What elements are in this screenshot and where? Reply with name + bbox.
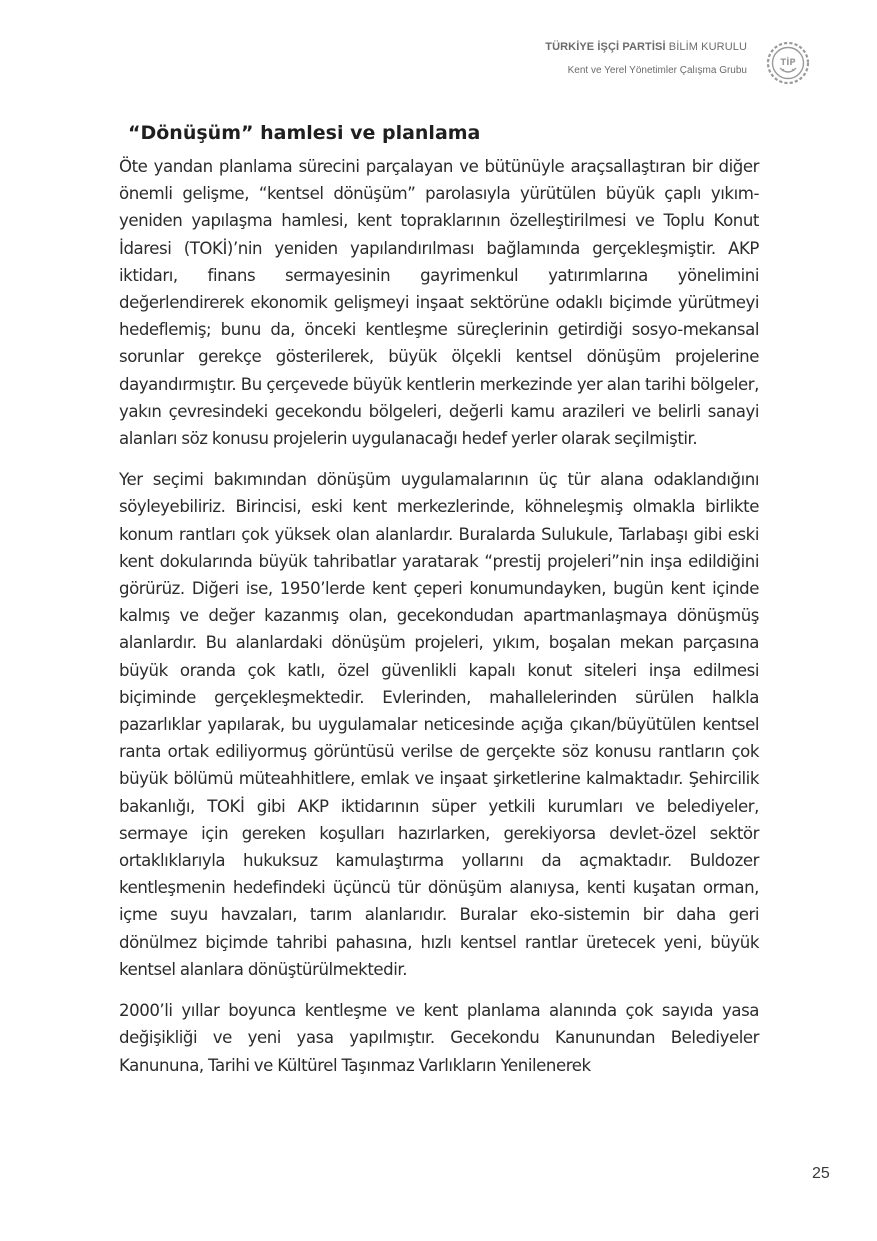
page-header <box>545 40 747 78</box>
logo-text: TİP <box>780 58 796 68</box>
paragraph: 2000’li yıllar boyunca kentleşme ve kent planlama alanında çok sayıda yasa değişikliği ve yeni yasa yapılmıştır. Gecekondu Kanunundan Belediyeler Kanununa, Tarihi ve Kültürel Taşınmaz Varlıkların Yenilenerek <box>119 1001 759 1075</box>
section-heading: “Dönüşüm” hamlesi ve planlama <box>128 122 481 144</box>
page-number: 25 <box>812 1165 830 1182</box>
paragraph: Öte yandan planlama sürecini parçalayan ve bütünüyle araçsallaştıran bir diğer önemli gelişme, “kentsel dönüşüm” parolasıyla yürütülen büyük çaplı yıkım-yeniden yapılaşma hamlesi, kent topraklarının özelleştirilmesi ve Toplu Konut İdaresi (TOKİ)’nin yeniden yapılandırılması bağlamında gerçekleşmiştir. AKP iktidarı, finans sermayesinin gayrimenkul yatırımlarına yönelimini değerlendirerek ekonomik gelişmeyi inşaat sektörüne odaklı biçimde yürütmeyi hedeflemiş; bunu da, önceki kentleşme süreçlerinin getirdiği sosyo-mekansal sorunlar gerekçe gösterilerek, büyük ölçekli kentsel dönüşüm projelerine dayandırmıştır. Bu çerçevede büyük kentlerin merkezinde yer alan tarihi bölgeler, yakın çevresindeki gecekondu bölgeleri, değerli kamu arazileri ve belirli sanayi alanları söz konusu projelerin uygulanacağı hedef yerler olarak seçilmiştir. <box>119 157 759 449</box>
tip-logo-icon <box>766 41 810 85</box>
organization-line <box>545 40 747 54</box>
working-group-name: Kent ve Yerel Yönetimler Çalışma Grubu <box>567 65 747 76</box>
organization-unit: BİLİM KURULU <box>668 41 747 53</box>
organization-name: TÜRKİYE İŞÇİ PARTİSİ <box>545 41 666 53</box>
body-text <box>119 153 759 1093</box>
paragraph: Yer seçimi bakımından dönüşüm uygulamalarının üç tür alana odaklandığını söyleyebiliriz. Birincisi, eski kent merkezlerinde, köhneleşmiş olmakla birlikte konum rantları çok yüksek olan alanlardır. Buralarda Sulukule, Tarlabaşı gibi eski kent dokularında büyük tahribatlar yaratarak “prestij projeleri”nin inşa edildiğini görürüz. Diğeri ise, 1950’lerde kent çeperi konumundayken, bugün kent içinde kalmış ve değer kazanmış olan, gecekondudan apartmanlaşmaya dönüşmüş alanlardır. Bu alanlardaki dönüşüm projeleri, yıkım, boşalan mekan parçasına büyük oranda çok katlı, özel güvenlikli kapalı konut siteleri inşa edilmesi biçiminde gerçekleşmektedir. Evlerinden, mahallelerinden sürülen halkla pazarlıklar yapılarak, bu uygulamalar neticesinde açığa çıkan/büyütülen kentsel ranta ortak ediliyormuş görüntüsü verilse de gerçekte söz konusu rantların çok büyük bölümü müteahhitlere, emlak ve inşaat şirketlerine kalmaktadır. Şehircilik bakanlığı, TOKİ gibi AKP iktidarının süper yetkili kurumları ve belediyeler, sermaye için gereken koşulları hazırlarken, gerekiyorsa devlet-özel sektör ortaklıklarıyla hukuksuz kamulaştırma yollarını da açmaktadır. Buldozer kentleşmenin hedefindeki üçüncü tür dönüşüm alanıysa, kenti kuşatan orman, içme suyu havzaları, tarım alanlarıdır. Buralar eko-sistemin bir daha geri dönülmez biçimde tahribi pahasına, hızlı kentsel rantlar üretecek yeni, büyük kentsel alanlara dönüştürülmektedir. <box>119 470 759 979</box>
